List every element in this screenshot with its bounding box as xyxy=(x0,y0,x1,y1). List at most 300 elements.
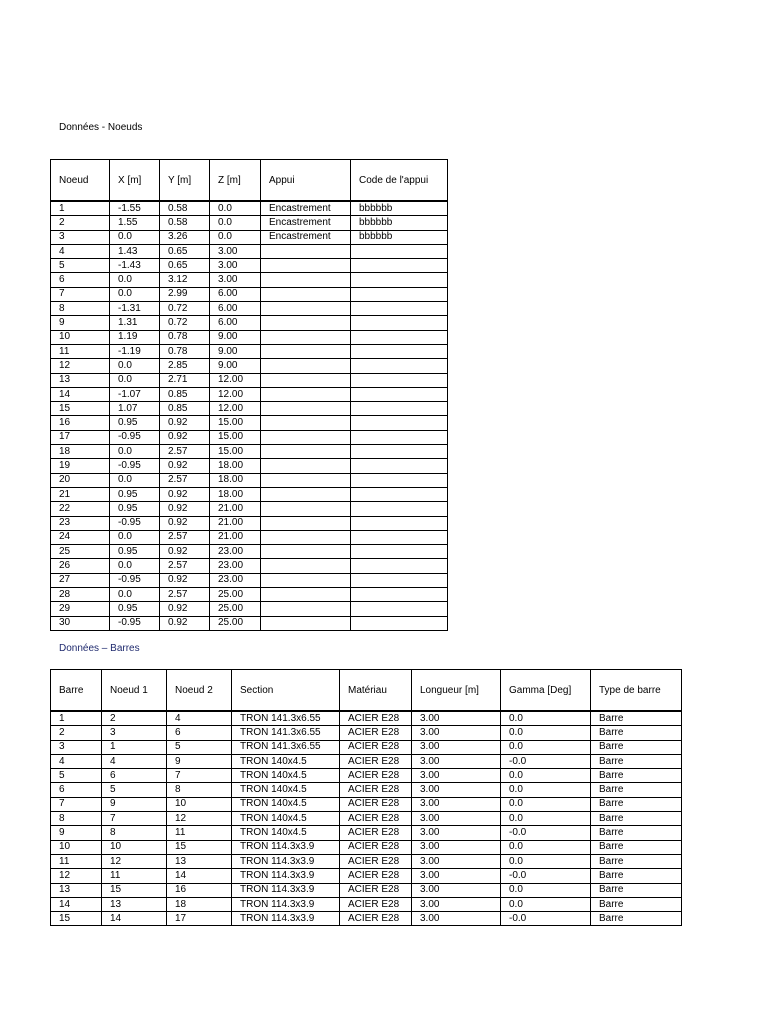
nodes-table-cell: 1.43 xyxy=(110,244,160,258)
bars-table-row xyxy=(51,840,682,854)
bars-table-cell: 3.00 xyxy=(412,769,501,783)
bars-table-cell: 4 xyxy=(51,754,102,768)
bars-table-cell: 2 xyxy=(102,711,167,726)
bars-table-cell: 0.0 xyxy=(501,740,591,754)
nodes-table-cell: 21.00 xyxy=(210,502,261,516)
nodes-table-cell: 8 xyxy=(51,302,110,316)
bars-table-cell: 2 xyxy=(51,726,102,740)
bars-table-cell: Barre xyxy=(591,854,682,868)
bars-table-row xyxy=(51,740,682,754)
nodes-table-cell: 9.00 xyxy=(210,359,261,373)
nodes-table-cell xyxy=(261,287,351,301)
bars-table-cell: 11 xyxy=(51,854,102,868)
bars-table-cell: ACIER E28 xyxy=(340,783,412,797)
nodes-table-cell: 4 xyxy=(51,244,110,258)
bars-table-cell: ACIER E28 xyxy=(340,740,412,754)
nodes-table-cell: 5 xyxy=(51,259,110,273)
nodes-table-cell: 0.65 xyxy=(160,259,210,273)
bars-column-header: Section xyxy=(232,670,340,712)
bars-table-cell: ACIER E28 xyxy=(340,854,412,868)
nodes-table-cell: 0.0 xyxy=(110,230,160,244)
nodes-table-cell: 18 xyxy=(51,445,110,459)
nodes-table-cell xyxy=(261,502,351,516)
bars-table-cell: Barre xyxy=(591,797,682,811)
nodes-table-row xyxy=(51,487,448,501)
nodes-table-cell: 0.92 xyxy=(160,616,210,630)
bars-table-cell: -0.0 xyxy=(501,826,591,840)
bars-table-cell: 3.00 xyxy=(412,897,501,911)
bars-table-cell: Barre xyxy=(591,754,682,768)
bars-table-cell: 16 xyxy=(167,883,232,897)
bars-table-cell: TRON 114.3x3.9 xyxy=(232,854,340,868)
nodes-table-cell: 27 xyxy=(51,573,110,587)
bars-table-cell: 0.0 xyxy=(501,883,591,897)
nodes-table-header xyxy=(51,160,448,202)
bars-table-cell: 9 xyxy=(167,754,232,768)
nodes-table-row xyxy=(51,387,448,401)
nodes-column-header: Y [m] xyxy=(160,160,210,202)
nodes-table-cell: 0.95 xyxy=(110,545,160,559)
bars-table-row xyxy=(51,869,682,883)
nodes-table-cell: 7 xyxy=(51,287,110,301)
bars-table-cell: ACIER E28 xyxy=(340,711,412,726)
nodes-table-cell: 10 xyxy=(51,330,110,344)
nodes-table-cell: bbbbbb xyxy=(351,230,448,244)
nodes-table-cell: 3.00 xyxy=(210,244,261,258)
bars-table-cell: 12 xyxy=(51,869,102,883)
bars-column-header: Type de barre xyxy=(591,670,682,712)
nodes-table-cell xyxy=(261,487,351,501)
nodes-table-cell: 0.95 xyxy=(110,602,160,616)
nodes-table-cell xyxy=(261,573,351,587)
nodes-table-cell xyxy=(351,287,448,301)
nodes-table-cell: 1.07 xyxy=(110,402,160,416)
bars-table-cell: ACIER E28 xyxy=(340,912,412,926)
nodes-table-cell xyxy=(261,588,351,602)
nodes-table-cell xyxy=(261,273,351,287)
nodes-table-cell xyxy=(351,530,448,544)
bars-table-cell: 3.00 xyxy=(412,869,501,883)
bars-table-cell: TRON 114.3x3.9 xyxy=(232,912,340,926)
nodes-table-cell xyxy=(351,344,448,358)
nodes-table-cell xyxy=(261,516,351,530)
bars-table-cell: -0.0 xyxy=(501,912,591,926)
nodes-table-row xyxy=(51,573,448,587)
nodes-table-cell: 2.99 xyxy=(160,287,210,301)
nodes-table-cell: 28 xyxy=(51,588,110,602)
bars-table-cell: 3.00 xyxy=(412,812,501,826)
bars-table-cell: TRON 141.3x6.55 xyxy=(232,740,340,754)
nodes-table-cell: bbbbbb xyxy=(351,201,448,216)
nodes-table-row xyxy=(51,230,448,244)
nodes-table-cell: 23.00 xyxy=(210,559,261,573)
nodes-table-cell: 0.0 xyxy=(110,559,160,573)
bars-table-cell: 6 xyxy=(102,769,167,783)
bars-table-cell: 1 xyxy=(51,711,102,726)
bars-table-cell: 6 xyxy=(167,726,232,740)
bars-table-cell: 8 xyxy=(167,783,232,797)
nodes-table-row xyxy=(51,459,448,473)
bars-table-cell: 3.00 xyxy=(412,826,501,840)
nodes-table-cell: 25.00 xyxy=(210,588,261,602)
bars-table-cell: 3.00 xyxy=(412,854,501,868)
bars-table-cell: 1 xyxy=(102,740,167,754)
bars-table-cell: 3.00 xyxy=(412,797,501,811)
bars-table-header xyxy=(51,670,682,712)
nodes-table-cell xyxy=(351,588,448,602)
nodes-table-cell: 18.00 xyxy=(210,473,261,487)
nodes-table-cell: 0.85 xyxy=(160,387,210,401)
nodes-table-cell xyxy=(351,487,448,501)
nodes-table-cell: 2 xyxy=(51,216,110,230)
nodes-table-cell: 0.92 xyxy=(160,459,210,473)
bars-table-cell: 3 xyxy=(102,726,167,740)
bars-table-cell: 0.0 xyxy=(501,854,591,868)
bars-table-cell: 12 xyxy=(102,854,167,868)
nodes-table-cell xyxy=(261,616,351,630)
bars-table-cell: 7 xyxy=(51,797,102,811)
nodes-table-cell: 0.92 xyxy=(160,545,210,559)
bars-table-cell: 3.00 xyxy=(412,754,501,768)
nodes-table-cell: 12.00 xyxy=(210,402,261,416)
bars-table-cell: Barre xyxy=(591,897,682,911)
bars-table-cell: Barre xyxy=(591,726,682,740)
bars-table-cell: ACIER E28 xyxy=(340,812,412,826)
bars-table-cell: 7 xyxy=(167,769,232,783)
nodes-table-cell xyxy=(351,602,448,616)
nodes-table-cell: Encastrement xyxy=(261,201,351,216)
bars-table-row xyxy=(51,912,682,926)
nodes-table-row xyxy=(51,201,448,216)
nodes-table-cell: 3.00 xyxy=(210,273,261,287)
bars-table-cell: Barre xyxy=(591,812,682,826)
nodes-table-cell: 1.19 xyxy=(110,330,160,344)
nodes-table-row xyxy=(51,316,448,330)
nodes-table-cell: 2.57 xyxy=(160,588,210,602)
nodes-table-cell: 0.95 xyxy=(110,416,160,430)
nodes-table-cell: 0.78 xyxy=(160,330,210,344)
bars-table-cell: -0.0 xyxy=(501,869,591,883)
nodes-table-cell: 15.00 xyxy=(210,445,261,459)
bars-table-row xyxy=(51,897,682,911)
nodes-table-cell xyxy=(351,559,448,573)
bars-table-cell: 10 xyxy=(51,840,102,854)
bars-table-cell: 8 xyxy=(51,812,102,826)
nodes-table-cell: 3 xyxy=(51,230,110,244)
nodes-table-cell: 0.92 xyxy=(160,430,210,444)
nodes-table-row xyxy=(51,445,448,459)
nodes-column-header: X [m] xyxy=(110,160,160,202)
nodes-table-row xyxy=(51,402,448,416)
nodes-table-row xyxy=(51,473,448,487)
bars-table-cell: 18 xyxy=(167,897,232,911)
bars-table-cell: 6 xyxy=(51,783,102,797)
nodes-table-cell: 30 xyxy=(51,616,110,630)
bars-table-cell: Barre xyxy=(591,740,682,754)
nodes-table-cell: 0.72 xyxy=(160,316,210,330)
nodes-table-cell xyxy=(351,473,448,487)
bars-table-cell: TRON 114.3x3.9 xyxy=(232,869,340,883)
nodes-table-cell: 1.31 xyxy=(110,316,160,330)
nodes-table-cell: bbbbbb xyxy=(351,216,448,230)
bars-table-cell: Barre xyxy=(591,840,682,854)
nodes-table-cell xyxy=(351,244,448,258)
nodes-table-cell: -1.31 xyxy=(110,302,160,316)
bars-table-cell: 17 xyxy=(167,912,232,926)
bars-table-cell: TRON 114.3x3.9 xyxy=(232,897,340,911)
nodes-table-cell xyxy=(351,502,448,516)
nodes-table-cell: 24 xyxy=(51,530,110,544)
bars-table-cell: 3.00 xyxy=(412,912,501,926)
bars-table-cell: 10 xyxy=(102,840,167,854)
nodes-table-cell: -1.07 xyxy=(110,387,160,401)
nodes-table-cell: -0.95 xyxy=(110,430,160,444)
nodes-table-cell xyxy=(261,259,351,273)
nodes-table-cell: -0.95 xyxy=(110,616,160,630)
nodes-table-cell: 12.00 xyxy=(210,387,261,401)
nodes-table-cell: 15.00 xyxy=(210,416,261,430)
bars-table-cell: Barre xyxy=(591,883,682,897)
nodes-table-cell xyxy=(261,387,351,401)
bars-table-cell: 11 xyxy=(102,869,167,883)
nodes-table-row xyxy=(51,502,448,516)
nodes-table-cell: 12 xyxy=(51,359,110,373)
nodes-table-row xyxy=(51,416,448,430)
nodes-table-cell: 6.00 xyxy=(210,316,261,330)
nodes-table-cell xyxy=(351,259,448,273)
bars-table-cell: 14 xyxy=(102,912,167,926)
nodes-table-cell: 17 xyxy=(51,430,110,444)
nodes-table-cell xyxy=(351,516,448,530)
bars-table-cell: ACIER E28 xyxy=(340,869,412,883)
bars-table-cell: ACIER E28 xyxy=(340,769,412,783)
nodes-table-row xyxy=(51,530,448,544)
nodes-table-cell xyxy=(261,473,351,487)
nodes-table-cell xyxy=(261,430,351,444)
bars-table-cell: Barre xyxy=(591,869,682,883)
nodes-table-cell: 0.78 xyxy=(160,344,210,358)
nodes-table-cell: 3.00 xyxy=(210,259,261,273)
nodes-table-cell xyxy=(351,302,448,316)
nodes-table-cell: 19 xyxy=(51,459,110,473)
nodes-table-cell xyxy=(351,359,448,373)
nodes-table-row xyxy=(51,359,448,373)
bars-table-cell: 10 xyxy=(167,797,232,811)
bars-table-cell: Barre xyxy=(591,769,682,783)
bars-table-row xyxy=(51,812,682,826)
nodes-table-cell: 23.00 xyxy=(210,573,261,587)
nodes-table-cell: 0.95 xyxy=(110,487,160,501)
bars-section-title: Données – Barres xyxy=(59,643,140,654)
nodes-table-cell: 0.92 xyxy=(160,573,210,587)
nodes-table-cell: 1 xyxy=(51,201,110,216)
bars-table-row xyxy=(51,797,682,811)
bars-table-cell: 9 xyxy=(102,797,167,811)
nodes-table-cell: 21 xyxy=(51,487,110,501)
bars-table-row xyxy=(51,711,682,726)
bars-column-header: Matériau xyxy=(340,670,412,712)
nodes-table-cell: 0.85 xyxy=(160,402,210,416)
bars-table-row xyxy=(51,826,682,840)
nodes-table-cell xyxy=(261,316,351,330)
nodes-table-cell: 0.0 xyxy=(210,201,261,216)
bars-table-cell: ACIER E28 xyxy=(340,826,412,840)
bars-table-cell: TRON 140x4.5 xyxy=(232,826,340,840)
bars-column-header: Barre xyxy=(51,670,102,712)
bars-table-cell: 0.0 xyxy=(501,797,591,811)
bars-table-cell: Barre xyxy=(591,826,682,840)
bars-table-cell: 0.0 xyxy=(501,769,591,783)
bars-table-row xyxy=(51,883,682,897)
bars-table-cell: 4 xyxy=(102,754,167,768)
nodes-table-cell: 3.26 xyxy=(160,230,210,244)
nodes-table-cell xyxy=(261,416,351,430)
bars-table-cell: 3.00 xyxy=(412,711,501,726)
nodes-table-cell: 2.71 xyxy=(160,373,210,387)
nodes-table-cell: 25.00 xyxy=(210,602,261,616)
bars-table-cell: 0.0 xyxy=(501,726,591,740)
bars-table-cell: 7 xyxy=(102,812,167,826)
nodes-table-cell: 23.00 xyxy=(210,545,261,559)
nodes-table-cell: -1.43 xyxy=(110,259,160,273)
bars-table-cell: ACIER E28 xyxy=(340,883,412,897)
nodes-table-row xyxy=(51,259,448,273)
nodes-table-cell xyxy=(351,387,448,401)
nodes-table-cell: 3.12 xyxy=(160,273,210,287)
nodes-table-cell: 20 xyxy=(51,473,110,487)
bars-table-cell: Barre xyxy=(591,912,682,926)
bars-table-cell: 15 xyxy=(51,912,102,926)
nodes-table-row xyxy=(51,559,448,573)
bars-table-cell: ACIER E28 xyxy=(340,897,412,911)
nodes-table-cell xyxy=(261,330,351,344)
nodes-table-cell xyxy=(261,545,351,559)
nodes-table-cell: 9.00 xyxy=(210,344,261,358)
nodes-table-cell xyxy=(351,545,448,559)
nodes-table-cell xyxy=(351,459,448,473)
nodes-table-cell: 14 xyxy=(51,387,110,401)
nodes-table-cell: 6.00 xyxy=(210,287,261,301)
nodes-table-cell xyxy=(261,402,351,416)
bars-table-cell: 5 xyxy=(102,783,167,797)
nodes-section-title: Données - Noeuds xyxy=(59,122,143,133)
nodes-table-cell: 2.57 xyxy=(160,445,210,459)
nodes-table-cell xyxy=(261,602,351,616)
nodes-table-row xyxy=(51,373,448,387)
nodes-column-header: Z [m] xyxy=(210,160,261,202)
bars-table-cell: 3.00 xyxy=(412,726,501,740)
bars-table-cell: 5 xyxy=(51,769,102,783)
nodes-table-row xyxy=(51,344,448,358)
bars-table-cell: 11 xyxy=(167,826,232,840)
nodes-table-cell: -0.95 xyxy=(110,459,160,473)
bars-table-cell: ACIER E28 xyxy=(340,726,412,740)
nodes-table-cell xyxy=(261,559,351,573)
bars-table-cell: 12 xyxy=(167,812,232,826)
nodes-table-row xyxy=(51,588,448,602)
nodes-table-cell: 0.92 xyxy=(160,602,210,616)
bars-table-cell: 0.0 xyxy=(501,812,591,826)
nodes-table-cell: -1.19 xyxy=(110,344,160,358)
nodes-table-row xyxy=(51,330,448,344)
nodes-table-cell xyxy=(351,616,448,630)
bars-table-row xyxy=(51,854,682,868)
nodes-table-row xyxy=(51,216,448,230)
nodes-table-cell: 15.00 xyxy=(210,430,261,444)
bars-column-header: Noeud 2 xyxy=(167,670,232,712)
nodes-table-cell: 11 xyxy=(51,344,110,358)
bars-table-cell: 0.0 xyxy=(501,783,591,797)
bars-table-body xyxy=(51,711,682,926)
bars-table-cell: TRON 114.3x3.9 xyxy=(232,840,340,854)
bars-table-cell: 14 xyxy=(167,869,232,883)
nodes-table-cell: 26 xyxy=(51,559,110,573)
nodes-table-cell: 0.0 xyxy=(110,530,160,544)
nodes-table-cell: -1.55 xyxy=(110,201,160,216)
bars-table-cell: 5 xyxy=(167,740,232,754)
nodes-table-cell: Encastrement xyxy=(261,216,351,230)
nodes-table-cell: 0.0 xyxy=(210,216,261,230)
nodes-table-cell xyxy=(351,430,448,444)
nodes-table-cell: 18.00 xyxy=(210,487,261,501)
bars-column-header: Gamma [Deg] xyxy=(501,670,591,712)
nodes-table-cell: 25.00 xyxy=(210,616,261,630)
bars-table-cell: ACIER E28 xyxy=(340,840,412,854)
bars-table-cell: TRON 140x4.5 xyxy=(232,769,340,783)
bars-table xyxy=(50,669,682,926)
nodes-table-cell: 15 xyxy=(51,402,110,416)
nodes-table-cell xyxy=(351,416,448,430)
nodes-table-cell xyxy=(261,373,351,387)
nodes-table-cell: 21.00 xyxy=(210,516,261,530)
nodes-table-row xyxy=(51,545,448,559)
bars-table-cell: 8 xyxy=(102,826,167,840)
nodes-table-cell: 12.00 xyxy=(210,373,261,387)
nodes-table-cell: 2.57 xyxy=(160,473,210,487)
nodes-table-row xyxy=(51,616,448,630)
nodes-table-cell: 1.55 xyxy=(110,216,160,230)
bars-column-header: Noeud 1 xyxy=(102,670,167,712)
nodes-table-cell: 0.0 xyxy=(110,359,160,373)
nodes-table-cell: 0.95 xyxy=(110,502,160,516)
nodes-table-row xyxy=(51,516,448,530)
bars-table-cell: 3.00 xyxy=(412,840,501,854)
nodes-table-cell: -0.95 xyxy=(110,516,160,530)
nodes-table-cell xyxy=(261,445,351,459)
nodes-table-cell xyxy=(351,373,448,387)
nodes-table-cell: 9.00 xyxy=(210,330,261,344)
nodes-table-cell xyxy=(351,330,448,344)
nodes-table-cell: 29 xyxy=(51,602,110,616)
nodes-table-cell: 0.58 xyxy=(160,201,210,216)
bars-table-cell: 15 xyxy=(167,840,232,854)
nodes-table-cell xyxy=(351,573,448,587)
bars-table-cell: 13 xyxy=(167,854,232,868)
bars-column-header: Longueur [m] xyxy=(412,670,501,712)
nodes-column-header: Appui xyxy=(261,160,351,202)
nodes-table-cell xyxy=(261,344,351,358)
nodes-table-cell: 0.65 xyxy=(160,244,210,258)
bars-table-cell: TRON 141.3x6.55 xyxy=(232,726,340,740)
nodes-table-row xyxy=(51,244,448,258)
bars-table-row xyxy=(51,769,682,783)
bars-table-cell: 0.0 xyxy=(501,897,591,911)
nodes-column-header: Noeud xyxy=(51,160,110,202)
nodes-table-cell: 0.92 xyxy=(160,516,210,530)
nodes-table-cell xyxy=(261,459,351,473)
nodes-table-cell xyxy=(351,402,448,416)
nodes-table-cell: 0.0 xyxy=(110,273,160,287)
